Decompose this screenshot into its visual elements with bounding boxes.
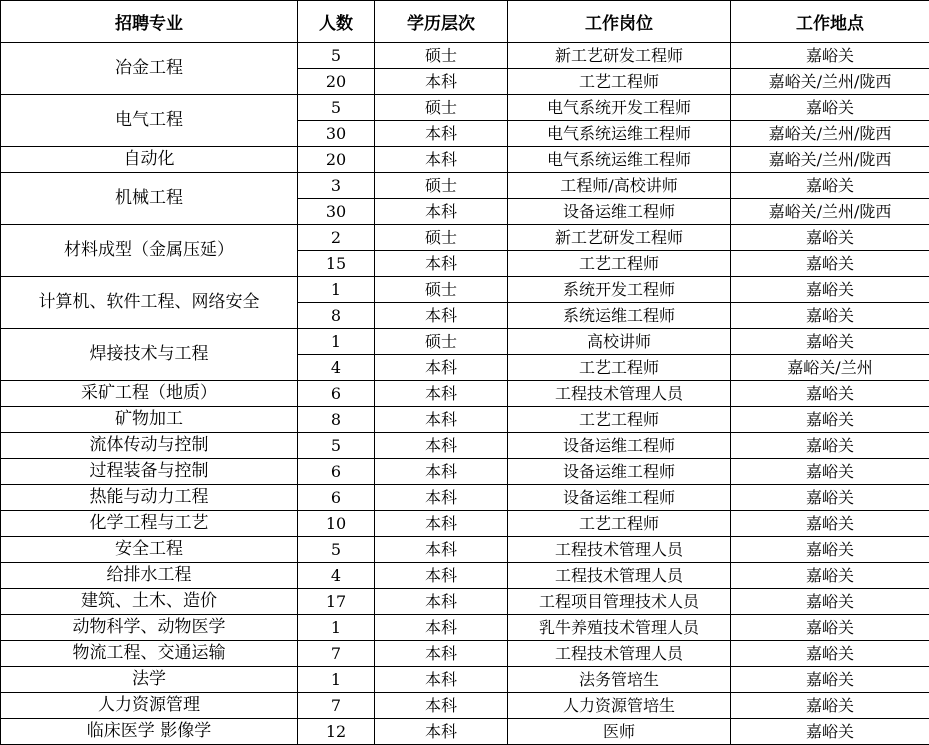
- count-cell: 5: [298, 43, 375, 69]
- location-cell: 嘉峪关/兰州/陇西: [731, 69, 929, 95]
- position-cell: 电气系统运维工程师: [508, 121, 731, 147]
- degree-cell: 硕士: [375, 329, 508, 355]
- table-row: [1, 641, 929, 667]
- degree-cell: 本科: [375, 485, 508, 511]
- location-cell: 嘉峪关: [731, 277, 929, 303]
- degree-cell: 本科: [375, 121, 508, 147]
- location-cell: 嘉峪关: [731, 511, 929, 537]
- location-cell: 嘉峪关: [731, 485, 929, 511]
- header-row: [1, 1, 929, 43]
- location-cell: 嘉峪关: [731, 225, 929, 251]
- location-cell: 嘉峪关: [731, 563, 929, 589]
- count-cell: 15: [298, 251, 375, 277]
- location-cell: 嘉峪关/兰州: [731, 355, 929, 381]
- position-cell: 工艺工程师: [508, 407, 731, 433]
- header-degree: 学历层次: [375, 1, 508, 43]
- table-row: [1, 511, 929, 537]
- position-cell: 工程技术管理人员: [508, 641, 731, 667]
- location-cell: 嘉峪关: [731, 641, 929, 667]
- count-cell: 7: [298, 641, 375, 667]
- count-cell: 1: [298, 277, 375, 303]
- count-cell: 1: [298, 615, 375, 641]
- degree-cell: 本科: [375, 433, 508, 459]
- major-cell: 电气工程: [1, 95, 298, 147]
- location-cell: 嘉峪关/兰州/陇西: [731, 121, 929, 147]
- major-cell: 临床医学 影像学: [1, 719, 298, 745]
- table-row: [1, 459, 929, 485]
- count-cell: 4: [298, 355, 375, 381]
- location-cell: 嘉峪关: [731, 407, 929, 433]
- count-cell: 2: [298, 225, 375, 251]
- degree-cell: 本科: [375, 251, 508, 277]
- degree-cell: 本科: [375, 719, 508, 745]
- position-cell: 新工艺研发工程师: [508, 225, 731, 251]
- major-cell: 给排水工程: [1, 563, 298, 589]
- position-cell: 电气系统开发工程师: [508, 95, 731, 121]
- degree-cell: 硕士: [375, 225, 508, 251]
- degree-cell: 硕士: [375, 95, 508, 121]
- position-cell: 乳牛养殖技术管理人员: [508, 615, 731, 641]
- location-cell: 嘉峪关: [731, 589, 929, 615]
- count-cell: 4: [298, 563, 375, 589]
- table-row: [1, 329, 929, 355]
- location-cell: 嘉峪关: [731, 173, 929, 199]
- position-cell: 工艺工程师: [508, 355, 731, 381]
- degree-cell: 本科: [375, 355, 508, 381]
- position-cell: 工程项目管理技术人员: [508, 589, 731, 615]
- major-cell: 矿物加工: [1, 407, 298, 433]
- table-row: [1, 589, 929, 615]
- degree-cell: 本科: [375, 563, 508, 589]
- count-cell: 6: [298, 485, 375, 511]
- major-cell: 化学工程与工艺: [1, 511, 298, 537]
- degree-cell: 本科: [375, 303, 508, 329]
- major-cell: 建筑、土木、造价: [1, 589, 298, 615]
- count-cell: 7: [298, 693, 375, 719]
- position-cell: 工程师/高校讲师: [508, 173, 731, 199]
- major-cell: 采矿工程（地质）: [1, 381, 298, 407]
- table-row: [1, 277, 929, 303]
- major-cell: 材料成型（金属压延）: [1, 225, 298, 277]
- degree-cell: 本科: [375, 667, 508, 693]
- table-row: [1, 719, 929, 745]
- location-cell: 嘉峪关: [731, 329, 929, 355]
- header-location: 工作地点: [731, 1, 929, 43]
- table-row: [1, 537, 929, 563]
- count-cell: 8: [298, 303, 375, 329]
- position-cell: 工程技术管理人员: [508, 563, 731, 589]
- count-cell: 5: [298, 95, 375, 121]
- count-cell: 30: [298, 121, 375, 147]
- table-row: [1, 485, 929, 511]
- degree-cell: 本科: [375, 147, 508, 173]
- major-cell: 冶金工程: [1, 43, 298, 95]
- location-cell: 嘉峪关/兰州/陇西: [731, 199, 929, 225]
- location-cell: 嘉峪关/兰州/陇西: [731, 147, 929, 173]
- table-row: [1, 407, 929, 433]
- table-row: [1, 563, 929, 589]
- position-cell: 新工艺研发工程师: [508, 43, 731, 69]
- location-cell: 嘉峪关: [731, 303, 929, 329]
- degree-cell: 本科: [375, 641, 508, 667]
- header-major: 招聘专业: [1, 1, 298, 43]
- count-cell: 30: [298, 199, 375, 225]
- location-cell: 嘉峪关: [731, 95, 929, 121]
- location-cell: 嘉峪关: [731, 719, 929, 745]
- degree-cell: 硕士: [375, 43, 508, 69]
- degree-cell: 硕士: [375, 277, 508, 303]
- count-cell: 1: [298, 667, 375, 693]
- major-cell: 流体传动与控制: [1, 433, 298, 459]
- location-cell: 嘉峪关: [731, 459, 929, 485]
- degree-cell: 本科: [375, 511, 508, 537]
- count-cell: 20: [298, 147, 375, 173]
- position-cell: 设备运维工程师: [508, 485, 731, 511]
- major-cell: 安全工程: [1, 537, 298, 563]
- header-count: 人数: [298, 1, 375, 43]
- major-cell: 机械工程: [1, 173, 298, 225]
- table-row: [1, 433, 929, 459]
- table-row: [1, 693, 929, 719]
- table-row: [1, 667, 929, 693]
- table-body: [1, 43, 929, 745]
- header-position: 工作岗位: [508, 1, 731, 43]
- position-cell: 人力资源管培生: [508, 693, 731, 719]
- table-row: [1, 225, 929, 251]
- table-row: [1, 147, 929, 173]
- position-cell: 工程技术管理人员: [508, 537, 731, 563]
- degree-cell: 本科: [375, 537, 508, 563]
- count-cell: 20: [298, 69, 375, 95]
- major-cell: 计算机、软件工程、网络安全: [1, 277, 298, 329]
- table-row: [1, 95, 929, 121]
- position-cell: 设备运维工程师: [508, 433, 731, 459]
- table-row: [1, 173, 929, 199]
- degree-cell: 本科: [375, 407, 508, 433]
- count-cell: 6: [298, 381, 375, 407]
- location-cell: 嘉峪关: [731, 693, 929, 719]
- degree-cell: 本科: [375, 199, 508, 225]
- count-cell: 10: [298, 511, 375, 537]
- degree-cell: 本科: [375, 589, 508, 615]
- degree-cell: 本科: [375, 381, 508, 407]
- location-cell: 嘉峪关: [731, 537, 929, 563]
- location-cell: 嘉峪关: [731, 43, 929, 69]
- position-cell: 系统开发工程师: [508, 277, 731, 303]
- table-row: [1, 381, 929, 407]
- major-cell: 人力资源管理: [1, 693, 298, 719]
- location-cell: 嘉峪关: [731, 381, 929, 407]
- degree-cell: 硕士: [375, 173, 508, 199]
- position-cell: 工程技术管理人员: [508, 381, 731, 407]
- position-cell: 医师: [508, 719, 731, 745]
- major-cell: 热能与动力工程: [1, 485, 298, 511]
- location-cell: 嘉峪关: [731, 251, 929, 277]
- table-row: [1, 615, 929, 641]
- major-cell: 动物科学、动物医学: [1, 615, 298, 641]
- count-cell: 5: [298, 433, 375, 459]
- position-cell: 工艺工程师: [508, 69, 731, 95]
- position-cell: 法务管培生: [508, 667, 731, 693]
- count-cell: 5: [298, 537, 375, 563]
- position-cell: 高校讲师: [508, 329, 731, 355]
- degree-cell: 本科: [375, 459, 508, 485]
- major-cell: 过程装备与控制: [1, 459, 298, 485]
- degree-cell: 本科: [375, 69, 508, 95]
- position-cell: 设备运维工程师: [508, 199, 731, 225]
- position-cell: 系统运维工程师: [508, 303, 731, 329]
- major-cell: 焊接技术与工程: [1, 329, 298, 381]
- position-cell: 设备运维工程师: [508, 459, 731, 485]
- degree-cell: 本科: [375, 693, 508, 719]
- table-row: [1, 43, 929, 69]
- count-cell: 3: [298, 173, 375, 199]
- location-cell: 嘉峪关: [731, 667, 929, 693]
- major-cell: 物流工程、交通运输: [1, 641, 298, 667]
- count-cell: 17: [298, 589, 375, 615]
- count-cell: 6: [298, 459, 375, 485]
- count-cell: 12: [298, 719, 375, 745]
- position-cell: 工艺工程师: [508, 251, 731, 277]
- location-cell: 嘉峪关: [731, 433, 929, 459]
- position-cell: 工艺工程师: [508, 511, 731, 537]
- count-cell: 8: [298, 407, 375, 433]
- degree-cell: 本科: [375, 615, 508, 641]
- location-cell: 嘉峪关: [731, 615, 929, 641]
- position-cell: 电气系统运维工程师: [508, 147, 731, 173]
- major-cell: 自动化: [1, 147, 298, 173]
- major-cell: 法学: [1, 667, 298, 693]
- count-cell: 1: [298, 329, 375, 355]
